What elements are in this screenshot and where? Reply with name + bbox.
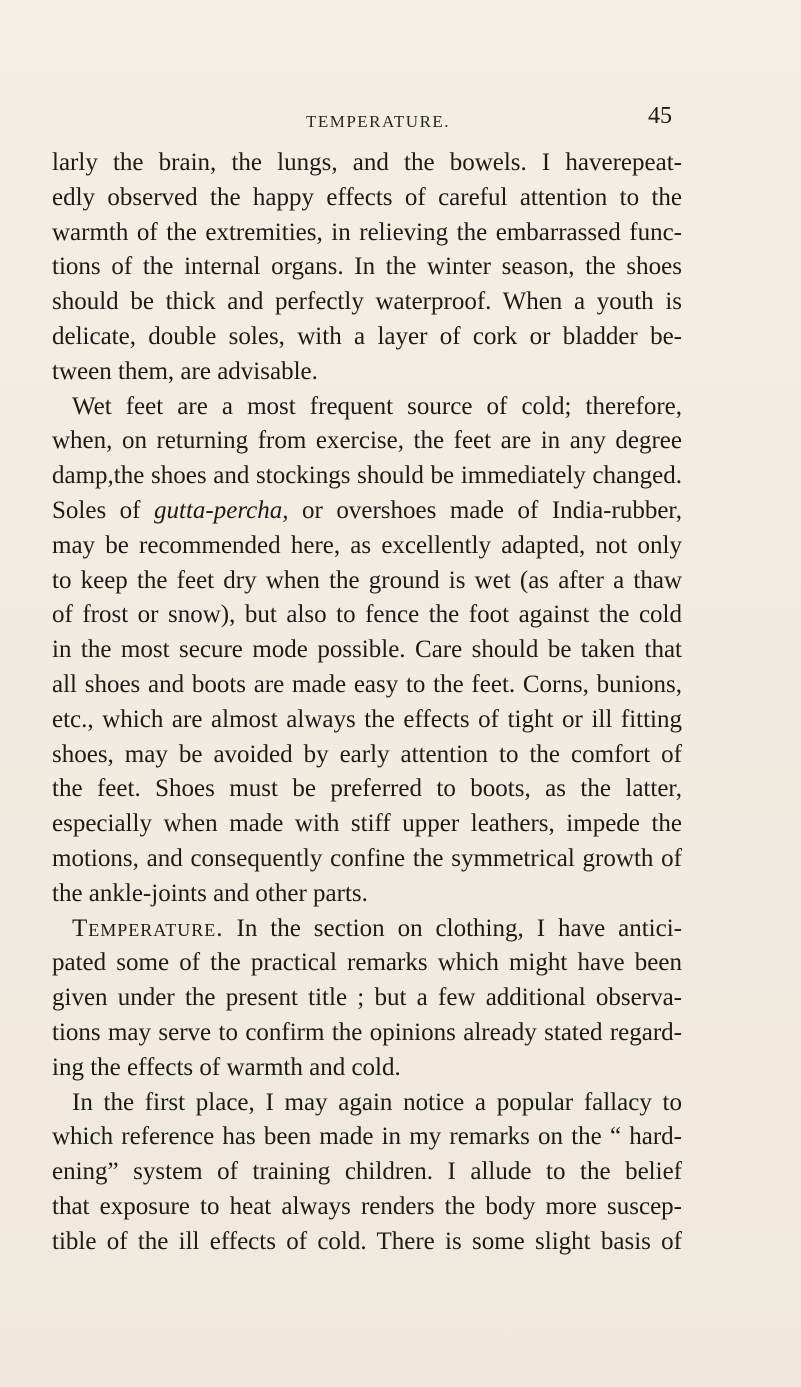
- text-line: should be thick and perfectly waterproof. When a youth is: [52, 288, 682, 316]
- text-line: that exposure to heat always renders the body more suscep-: [52, 1192, 682, 1220]
- text-line: delicate, double soles, with a layer of cork or bladder be-: [52, 322, 682, 350]
- section-heading: Temperature.: [72, 914, 224, 942]
- text-line: tible of the ill effects of cold. There is some slight basis of: [52, 1227, 682, 1255]
- text-line: tions of the internal organs. In the winter season, the shoes: [52, 253, 682, 281]
- body-text: [52, 146, 682, 1260]
- text-line: damp,the shoes and stockings should be immediately changed.: [52, 462, 682, 490]
- line-suffix: In the section on clothing, I have antici-: [223, 914, 682, 942]
- text-line: edly observed the happy effects of careful attention to the: [52, 183, 682, 211]
- text-line: especially when made with stiff upper leathers, impede the: [52, 810, 682, 838]
- text-line: etc., which are almost always the effects of tight or ill fitting: [52, 705, 682, 733]
- text-line: ening” system of training children. I allude to the belief: [52, 1158, 682, 1186]
- italic-term: gutta-percha,: [154, 496, 289, 524]
- text-line: tions may serve to confirm the opinions already stated regard-: [52, 1018, 682, 1046]
- running-head: TEMPERATURE.: [305, 112, 451, 131]
- line-prefix: Soles of: [52, 496, 155, 524]
- paragraph-end-line: the ankle-joints and other parts.: [52, 879, 368, 907]
- text-line: the feet. Shoes must be preferred to boots, as the latter,: [52, 775, 682, 803]
- text-line: may be recommended here, as excellently adapted, not only: [52, 531, 682, 559]
- paragraph-end-line: ing the effects of warmth and cold.: [52, 1053, 401, 1081]
- text-line: given under the present title ; but a few additional observa-: [52, 984, 682, 1012]
- text-line: of frost or snow), but also to fence the foot against the cold: [52, 601, 682, 629]
- paragraph-end-line: tween them, are advisable.: [52, 357, 318, 385]
- text-line: which reference has been made in my remarks on the “ hard-: [52, 1123, 682, 1151]
- line-suffix: or overshoes made of India-rubber,: [288, 496, 682, 524]
- paragraph-start-line: In the first place, I may again notice a popular fallacy to: [72, 1088, 682, 1116]
- text-line: all shoes and boots are made easy to the feet. Corns, bunions,: [52, 670, 682, 698]
- page-number: 45: [648, 103, 672, 129]
- section-heading-line: [52, 912, 682, 947]
- text-line: to keep the feet dry when the ground is wet (as after a thaw: [52, 566, 682, 594]
- text-line: motions, and consequently confine the symmetrical growth of: [52, 844, 682, 872]
- paragraph-start-line: Wet feet are a most frequent source of cold; therefore,: [72, 392, 682, 420]
- text-line: pated some of the practical remarks which might have been: [52, 949, 682, 977]
- text-line: warmth of the extremities, in relieving the embarrassed func-: [52, 218, 682, 246]
- text-line: [52, 494, 682, 529]
- text-line: shoes, may be avoided by early attention to the comfort of: [52, 740, 682, 768]
- text-line: larly the brain, the lungs, and the bowels. I haverepeat-: [52, 149, 682, 176]
- text-line: in the most secure mode possible. Care should be taken that: [52, 636, 682, 664]
- text-line: when, on returning from exercise, the feet are in any degree: [52, 427, 682, 455]
